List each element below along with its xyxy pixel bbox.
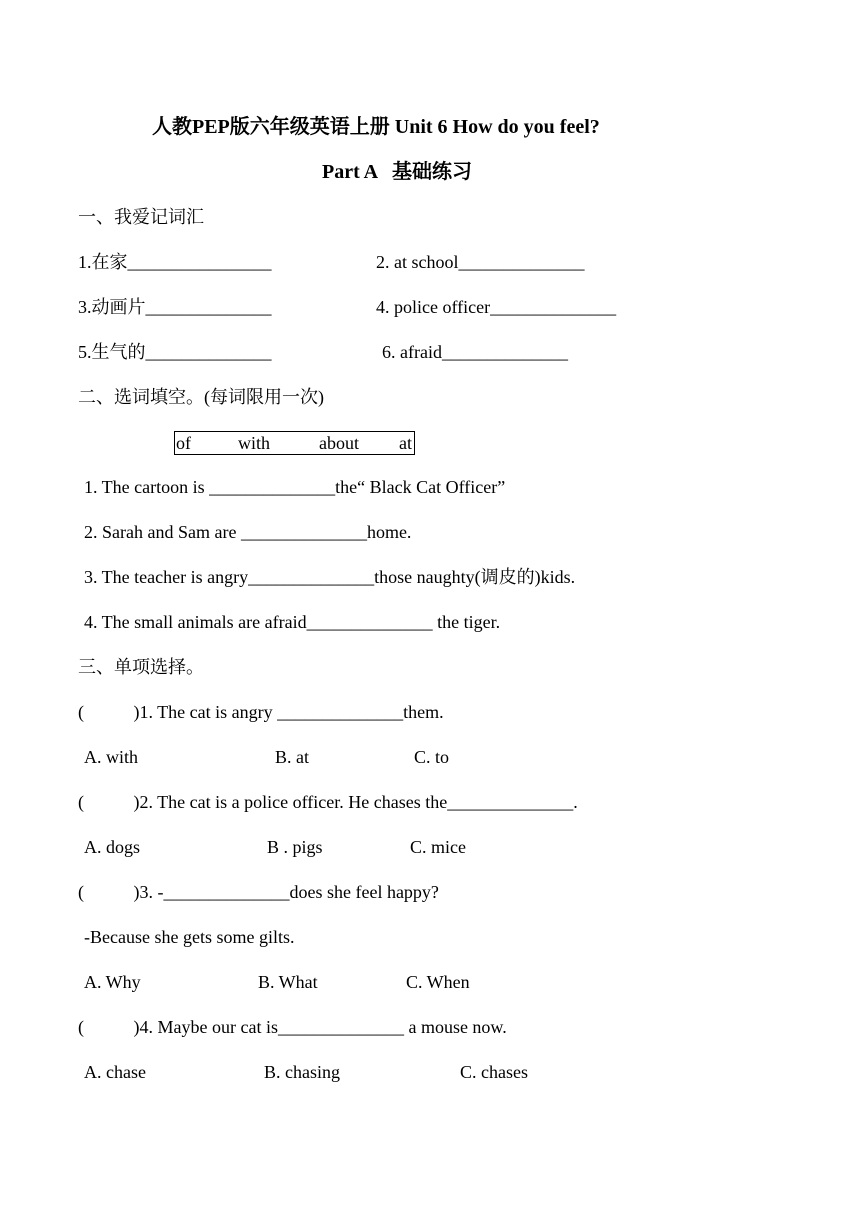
option: A. with [84, 747, 138, 767]
option: B . pigs [267, 837, 323, 857]
word-bank-box [174, 431, 415, 455]
word-bank-word: about [319, 433, 359, 453]
option: A. dogs [84, 837, 141, 857]
option: A. chase [84, 1062, 146, 1082]
option: C. to [414, 747, 450, 767]
fill-blank-item: 3. The teacher is angry______________those naughty(调皮的)kids. [84, 567, 576, 587]
question-stem: ( )4. Maybe our cat is______________ a mouse now. [78, 1017, 507, 1037]
worksheet-title: 人教PEP版六年级英语上册 Unit 6 How do you feel? [152, 116, 600, 138]
word-bank-word: of [176, 433, 191, 453]
fill-blank-item: 1. The cartoon is ______________the“ Black Cat Officer” [84, 477, 506, 497]
vocab-item: 2. at school______________ [376, 252, 585, 272]
vocab-item: 5.生气的______________ [78, 342, 272, 362]
question-stem: ( )2. The cat is a police officer. He chases the______________. [78, 792, 578, 812]
vocab-item: 4. police officer______________ [376, 297, 617, 317]
option: C. mice [410, 837, 466, 857]
vocab-item: 3.动画片______________ [78, 297, 272, 317]
section3-heading: 三、单项选择。 [78, 657, 204, 677]
section1-heading: 一、我爱记词汇 [78, 207, 204, 227]
question-extra: -Because she gets some gilts. [84, 927, 295, 947]
fill-blank-item: 2. Sarah and Sam are ______________home. [84, 522, 412, 542]
option: A. Why [84, 972, 141, 992]
option: C. chases [460, 1062, 528, 1082]
worksheet-subtitle: Part A 基础练习 [322, 161, 472, 183]
option: C. When [406, 972, 470, 992]
section2-heading: 二、选词填空。(每词限用一次) [78, 387, 324, 407]
fill-blank-item: 4. The small animals are afraid______________ the tiger. [84, 612, 501, 632]
option: B. at [275, 747, 309, 767]
question-stem: ( )1. The cat is angry ______________them. [78, 702, 444, 722]
word-bank-word: with [238, 433, 271, 453]
option: B. What [258, 972, 318, 992]
vocab-item: 6. afraid______________ [382, 342, 568, 362]
word-bank-word: at [399, 433, 412, 453]
question-stem: ( )3. -______________does she feel happy? [78, 882, 439, 902]
option: B. chasing [264, 1062, 340, 1082]
vocab-item: 1.在家________________ [78, 252, 272, 272]
